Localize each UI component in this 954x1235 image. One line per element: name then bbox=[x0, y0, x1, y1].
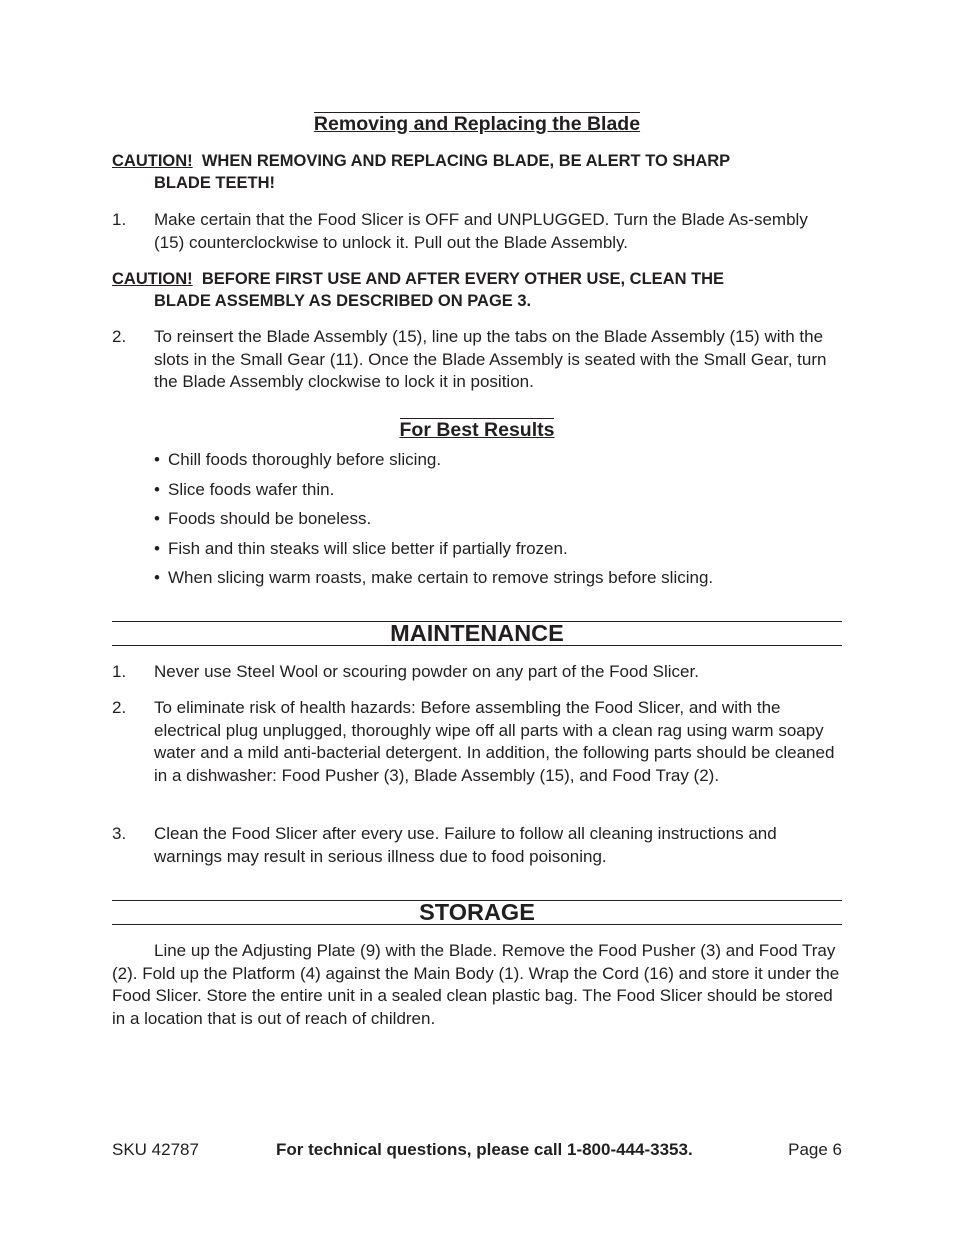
step-text: To eliminate risk of health hazards: Before assembling the Food Slicer, and with the electrical plug unplugged, thoroughly wipe off all parts with a clean rag using warm soapy water and a mild anti-bacterial detergent. In addition, the following parts should be cleaned in a dishwasher: Food Pusher (3), Blade Assembly (15), and Food Tray (2). bbox=[154, 698, 835, 785]
storage-heading: STORAGE bbox=[112, 900, 842, 925]
caution-text-cont: BLADE TEETH! bbox=[154, 174, 275, 192]
step-text: Never use Steel Wool or scouring powder on any part of the Food Slicer. bbox=[154, 662, 699, 681]
caution-text: BEFORE FIRST USE AND AFTER EVERY OTHER USE, CLEAN THE bbox=[201, 270, 725, 288]
maintenance-item-3 bbox=[112, 823, 842, 868]
step-text: Clean the Food Slicer after every use. Failure to follow all cleaning instructions and warnings may result in serious illness due to food poisoning. bbox=[154, 824, 777, 866]
step-number: 1. bbox=[112, 662, 127, 681]
caution-label: CAUTION! bbox=[112, 152, 193, 170]
page-number: Page 6 bbox=[788, 1140, 842, 1159]
manual-page bbox=[112, 0, 842, 1235]
list-item: • Foods should be boneless. bbox=[154, 509, 372, 528]
tech-support-line: For technical questions, please call 1-800-444-3353. bbox=[276, 1140, 693, 1159]
maintenance-heading: MAINTENANCE bbox=[112, 621, 842, 646]
caution-text-cont: BLADE ASSEMBLY AS DESCRIBED ON PAGE 3. bbox=[154, 292, 532, 310]
blade-step-2 bbox=[112, 326, 842, 394]
caution-sharp-teeth bbox=[112, 150, 842, 194]
maintenance-item-2 bbox=[112, 697, 842, 787]
list-item: • Chill foods thoroughly before slicing. bbox=[154, 450, 442, 469]
list-item: • When slicing warm roasts, make certain to remove strings before slicing. bbox=[154, 568, 714, 587]
blade-section-title: Removing and Replacing the Blade bbox=[313, 113, 641, 135]
storage-paragraph: Line up the Adjusting Plate (9) with the Blade. Remove the Food Pusher (3) and Food Tray (2). Fold up the Platform (4) against the Main Body (1). Wrap the Cord (16) and store it under the Food Slicer. Store the entire unit in a sealed clean plastic bag. The Food Slicer should be stored in a location that is out of reach of children. bbox=[112, 941, 840, 1028]
caution-text: WHEN REMOVING AND REPLACING BLADE, BE ALERT TO SHARP bbox=[201, 152, 731, 170]
step-number: 2. bbox=[112, 327, 127, 346]
step-number: 3. bbox=[112, 824, 127, 843]
list-item: • Slice foods wafer thin. bbox=[154, 479, 335, 499]
caution-label: CAUTION! bbox=[112, 270, 193, 288]
sku-number: SKU 42787 bbox=[112, 1140, 199, 1159]
step-text: Make certain that the Food Slicer is OFF and UNPLUGGED. Turn the Blade As-sembly (15) counterclockwise to unlock it. Pull out the Blade Assembly. bbox=[154, 210, 808, 252]
maintenance-item-1 bbox=[112, 661, 842, 684]
step-number: 2. bbox=[112, 698, 127, 717]
caution-clean-blade bbox=[112, 268, 842, 312]
best-results-title: For Best Results bbox=[399, 419, 555, 441]
blade-step-1 bbox=[112, 209, 842, 254]
step-number: 1. bbox=[112, 210, 127, 229]
list-item: • Fish and thin steaks will slice better if partially frozen. bbox=[154, 538, 568, 558]
best-results-list bbox=[154, 449, 834, 597]
step-text: To reinsert the Blade Assembly (15), line up the tabs on the Blade Assembly (15) with the slots in the Small Gear (11). Once the Blade Assembly is seated with the Small Gear, turn the Blade Assembly clockwise to lock it in position. bbox=[154, 327, 827, 392]
